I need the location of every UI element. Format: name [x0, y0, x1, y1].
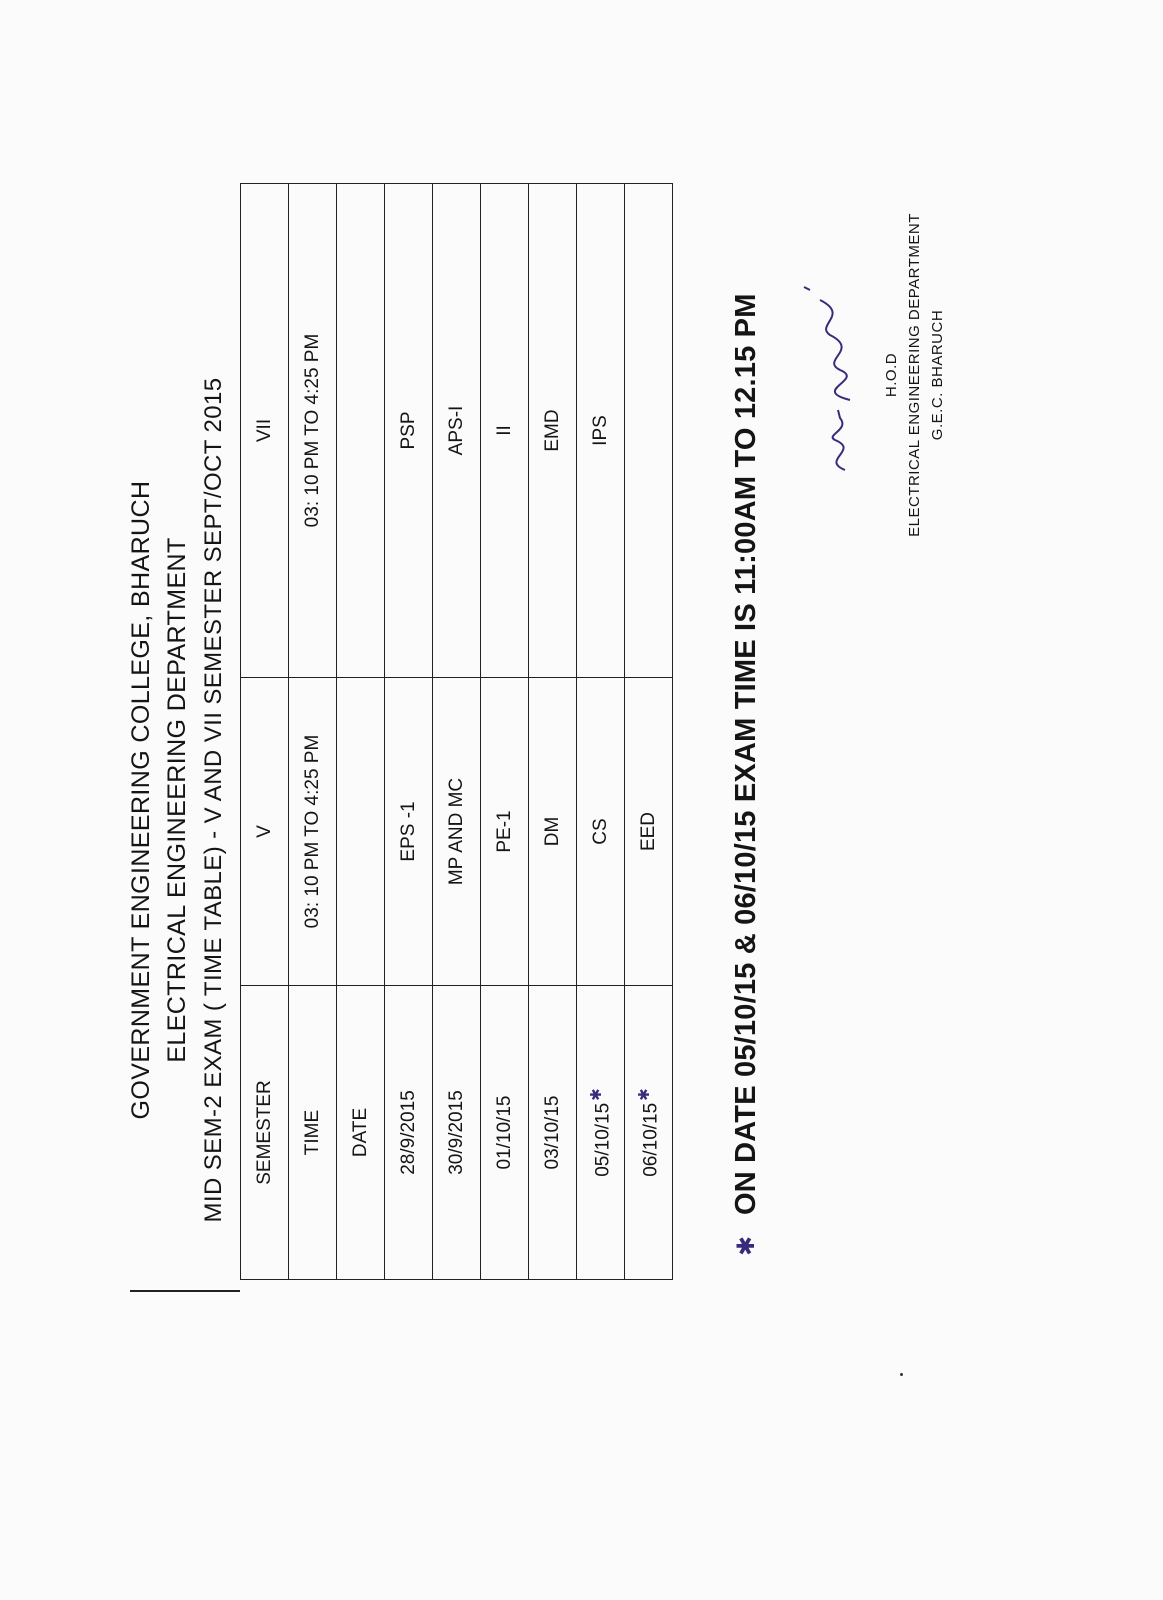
subject-vii: APS-I: [433, 184, 481, 678]
subject-v: EPS -1: [385, 678, 433, 986]
table-row: [529, 184, 577, 1280]
handwritten-signature-icon: [790, 260, 880, 490]
subject-v: EED: [625, 678, 673, 986]
hod-college: G.E.C. BHARUCH: [929, 309, 946, 441]
date-label: DATE: [337, 986, 385, 1280]
subject-v: DM: [529, 678, 577, 986]
date-v: [337, 678, 385, 986]
semester-vii: VII: [241, 184, 289, 678]
time-label: TIME: [289, 986, 337, 1280]
subject-v: PE-1: [481, 678, 529, 986]
scan-speck: [900, 1373, 903, 1376]
exam-date: 06/10/15: [640, 1102, 662, 1177]
table-row: [385, 184, 433, 1280]
semester-label: SEMESTER: [241, 986, 289, 1280]
table-row: [577, 184, 625, 1280]
left-rule: [130, 1290, 240, 1292]
timetable: [240, 183, 673, 1280]
subject-v: CS: [577, 678, 625, 986]
exam-date-cell: [625, 986, 673, 1280]
exam-date: 28/9/2015: [385, 986, 433, 1280]
exam-date: 03/10/15: [529, 986, 577, 1280]
exam-time-note: ON DATE 05/10/15 & 06/10/15 EXAM TIME IS 11:00AM TO 12.15 PM: [730, 293, 762, 1215]
date-vii: [337, 184, 385, 678]
exam-date-cell: [577, 986, 625, 1280]
subject-vii: [625, 184, 673, 678]
semester-row: [241, 184, 289, 1280]
table-row: [481, 184, 529, 1280]
semester-v: V: [241, 678, 289, 986]
exam-title: MID SEM-2 EXAM ( TIME TABLE) - V AND VII SEMESTER SEPT/OCT 2015: [200, 377, 227, 1223]
college-title: GOVERNMENT ENGINEERING COLLEGE, BHARUCH: [127, 480, 155, 1120]
time-row: [289, 184, 337, 1280]
asterisk-icon: ✱: [587, 1088, 605, 1101]
department-title: ELECTRICAL ENGINEERING DEPARTMENT: [163, 537, 191, 1063]
table-row: [625, 184, 673, 1280]
exam-date: 01/10/15: [481, 986, 529, 1280]
subject-vii: IPS: [577, 184, 625, 678]
exam-date: 05/10/15: [592, 1102, 614, 1177]
subject-vii: II: [481, 184, 529, 678]
hod-department: ELECTRICAL ENGINEERING DEPARTMENT: [906, 213, 923, 537]
time-vii: 03: 10 PM TO 4:25 PM: [289, 184, 337, 678]
asterisk-icon: ✱: [635, 1088, 653, 1101]
hod-title: H.O.D: [883, 352, 900, 398]
time-v: 03: 10 PM TO 4:25 PM: [289, 678, 337, 986]
asterisk-bullet-icon: ✱: [733, 1235, 760, 1256]
subject-vii: EMD: [529, 184, 577, 678]
table-row: [433, 184, 481, 1280]
date-row: [337, 184, 385, 1280]
subject-v: MP AND MC: [433, 678, 481, 986]
signature-block: [790, 210, 949, 540]
subject-vii: PSP: [385, 184, 433, 678]
exam-date: 30/9/2015: [433, 986, 481, 1280]
